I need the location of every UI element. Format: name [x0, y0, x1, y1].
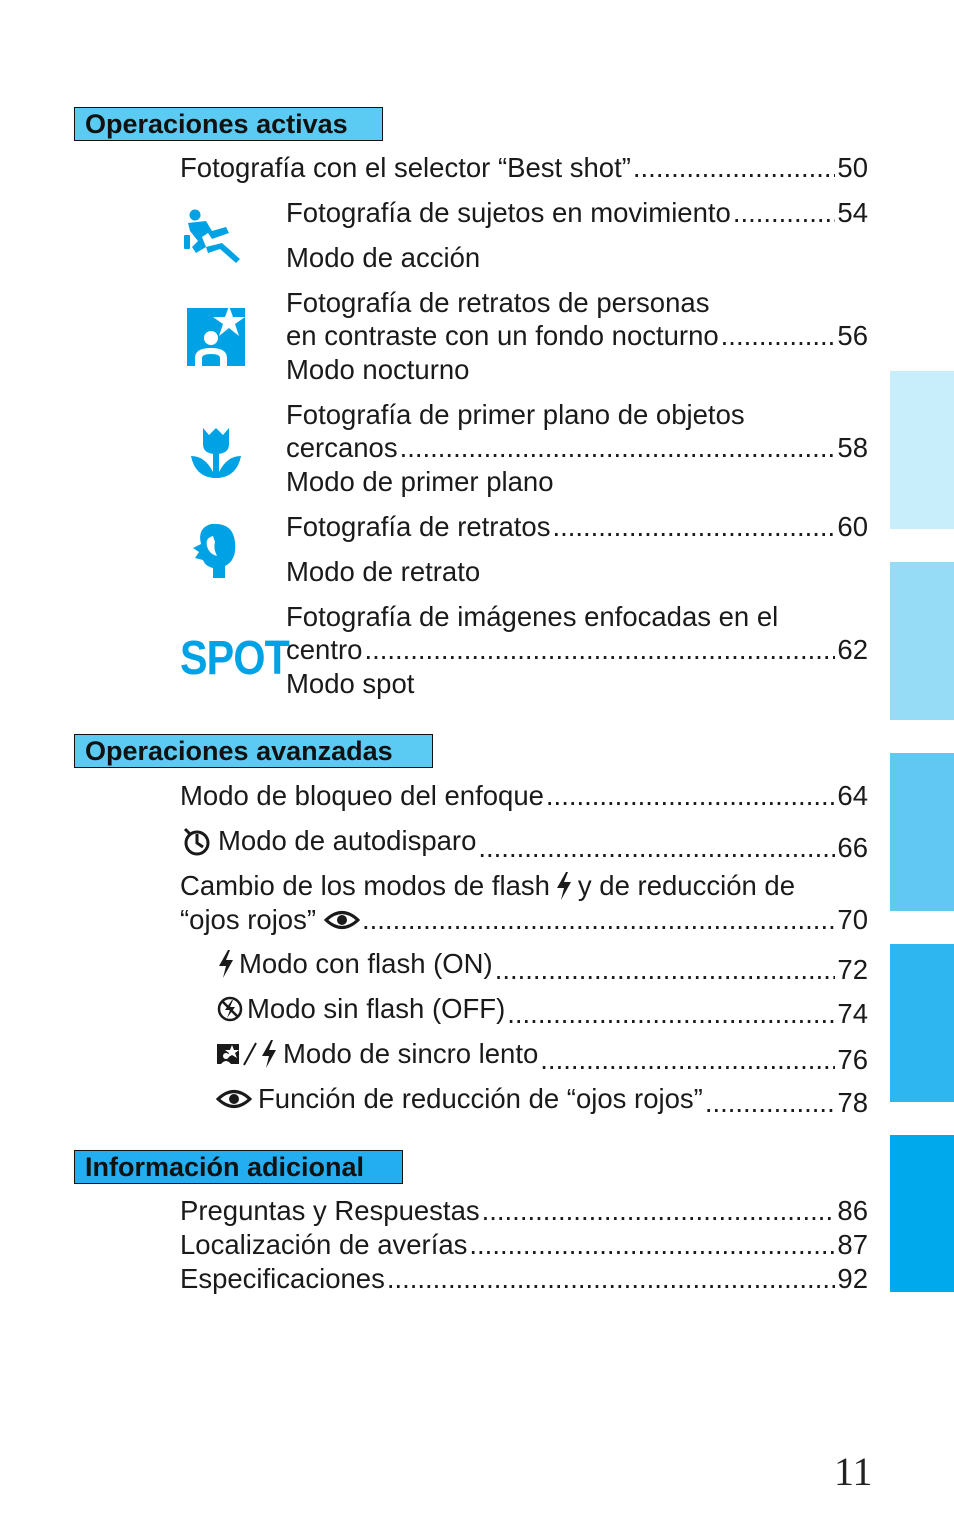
- toc-entry-self-timer[interactable]: [180, 824, 868, 863]
- chapter-tab-3[interactable]: [890, 753, 954, 911]
- toc-entry-focus-lock[interactable]: [180, 779, 868, 813]
- toc-entry-slow-sync[interactable]: [216, 1037, 868, 1075]
- entry-text: Modo de autodisparo: [218, 825, 477, 856]
- leader-dots: [364, 633, 835, 667]
- page-ref: 66: [837, 832, 868, 863]
- entry-text-flash-change-1: Cambio de los modos de flash y de reducción de: [180, 870, 796, 901]
- mode-name-macro: Modo de primer plano: [286, 466, 554, 497]
- leader-dots: [507, 997, 835, 1031]
- leader-dots: [400, 431, 836, 465]
- self-timer-icon: [180, 825, 214, 857]
- toc-entry-spot[interactable]: [286, 633, 868, 667]
- leader-dots: [495, 953, 836, 987]
- entry-text: Fotografía de sujetos en movimiento: [286, 197, 731, 228]
- entry-text: Modo sin flash (OFF): [247, 993, 506, 1024]
- mode-name-action: Modo de acción: [286, 242, 481, 273]
- section-title: Operaciones avanzadas: [85, 736, 393, 766]
- portrait-profile-icon: [191, 522, 237, 578]
- entry-text: “ojos rojos”: [180, 904, 317, 935]
- toc-entry-best-shot[interactable]: [180, 151, 868, 185]
- entry-text-macro-1: Fotografía de primer plano de objetos: [286, 399, 745, 430]
- page-ref: 72: [837, 954, 868, 985]
- toc-entry-flash-change[interactable]: [180, 903, 868, 937]
- toc-entry-portrait[interactable]: [286, 510, 868, 544]
- page-number: 11: [834, 1449, 873, 1494]
- leader-dots: [540, 1043, 835, 1077]
- section-title: Operaciones activas: [85, 109, 348, 139]
- page-ref: 78: [837, 1087, 868, 1118]
- toc-entry-troubleshooting[interactable]: [180, 1228, 868, 1262]
- entry-text: Fotografía de retratos: [286, 511, 551, 542]
- page-ref: 60: [837, 511, 868, 542]
- mode-name-portrait: Modo de retrato: [286, 556, 481, 587]
- spot-icon: SPOT: [180, 632, 289, 685]
- leader-dots: [721, 319, 836, 353]
- section-header-info: [74, 1150, 403, 1184]
- leader-dots: [482, 1194, 836, 1228]
- toc-entry-faq[interactable]: [180, 1194, 868, 1228]
- page-ref: 74: [837, 998, 868, 1029]
- page-ref: 86: [837, 1195, 868, 1226]
- toc-entry-specifications[interactable]: [180, 1262, 868, 1296]
- toc-entry-night[interactable]: [286, 319, 868, 353]
- toc-entry-macro[interactable]: [286, 431, 868, 465]
- night-portrait-icon: [187, 306, 245, 366]
- slow-sync-icon: [216, 1039, 280, 1069]
- toc-entry-flash-on[interactable]: [216, 947, 868, 985]
- chapter-tab-4[interactable]: [890, 944, 954, 1102]
- page-ref: 87: [837, 1229, 868, 1260]
- entry-text: Función de reducción de “ojos rojos”: [258, 1083, 703, 1114]
- page-ref: 92: [837, 1263, 868, 1294]
- red-eye-icon: [216, 1086, 252, 1112]
- entry-text: Especificaciones: [180, 1263, 385, 1294]
- entry-text: centro: [286, 634, 363, 665]
- entry-text: Modo con flash (ON): [239, 948, 493, 979]
- page-ref: 58: [837, 432, 868, 463]
- leader-dots: [633, 151, 836, 185]
- entry-text: cercanos: [286, 432, 398, 463]
- leader-dots: [478, 831, 835, 865]
- page-ref: 54: [837, 197, 868, 228]
- entry-text: Modo de bloqueo del enfoque: [180, 780, 544, 811]
- entry-text: Fotografía con el selector “Best shot”: [180, 152, 631, 183]
- entry-text-night-1: Fotografía de retratos de personas: [286, 287, 710, 318]
- section-header-advanced: [74, 734, 433, 768]
- page-ref: 56: [837, 320, 868, 351]
- entry-text: Modo de sincro lento: [283, 1038, 539, 1069]
- mode-name-night: Modo nocturno: [286, 354, 470, 385]
- action-mode-icon: [182, 207, 248, 265]
- entry-text-spot-1: Fotografía de imágenes enfocadas en el: [286, 601, 779, 632]
- chapter-tab-5[interactable]: [890, 1135, 954, 1292]
- leader-dots: [733, 196, 836, 230]
- entry-text: Localización de averías: [180, 1229, 468, 1260]
- page-ref: 62: [837, 634, 868, 665]
- leader-dots: [552, 510, 835, 544]
- leader-dots: [705, 1086, 836, 1120]
- section-header-active: [74, 107, 383, 141]
- entry-text: Preguntas y Respuestas: [180, 1195, 480, 1226]
- toc-entry-action[interactable]: [286, 196, 868, 230]
- chapter-tab-1[interactable]: [890, 371, 954, 529]
- page-ref: 70: [837, 904, 868, 935]
- leader-dots: [546, 779, 835, 813]
- red-eye-icon: [324, 907, 360, 933]
- leader-dots: [469, 1228, 835, 1262]
- mode-name-spot: Modo spot: [286, 668, 415, 699]
- leader-dots: [387, 1262, 836, 1296]
- page-ref: 64: [837, 780, 868, 811]
- toc-entry-red-eye[interactable]: [216, 1082, 868, 1116]
- toc-entry-flash-off[interactable]: [216, 992, 868, 1029]
- page-ref: 76: [837, 1044, 868, 1075]
- leader-dots: [362, 903, 835, 937]
- section-title: Información adicional: [85, 1152, 365, 1182]
- flash-icon: [216, 949, 236, 979]
- entry-text: en contraste con un fondo nocturno: [286, 320, 719, 351]
- flash-off-icon: [216, 995, 244, 1023]
- macro-flower-icon: [189, 426, 243, 480]
- flash-icon: [554, 871, 574, 901]
- page-ref: 50: [837, 152, 868, 183]
- chapter-tab-2[interactable]: [890, 562, 954, 720]
